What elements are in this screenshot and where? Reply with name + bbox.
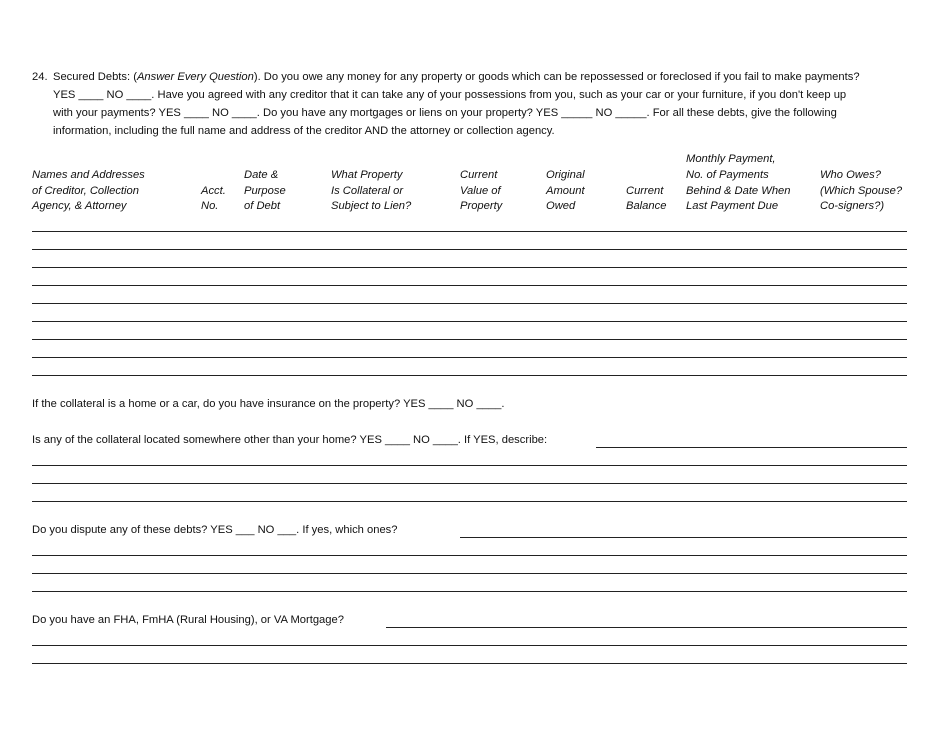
mortgage-question: Do you have an FHA, FmHA (Rural Housing), or VA Mortgage? — [32, 614, 344, 626]
mortgage-fill-line[interactable] — [32, 663, 907, 664]
table-fill-line[interactable] — [32, 249, 907, 250]
table-fill-line[interactable] — [32, 285, 907, 286]
header-line: Behind & Date When — [686, 184, 791, 197]
header-line: Agency, & Attorney — [32, 200, 127, 213]
mortgage-fill-line[interactable] — [32, 645, 907, 646]
table-fill-line[interactable] — [32, 321, 907, 322]
header-collateral — [331, 168, 411, 215]
describe-fill-line[interactable] — [32, 483, 907, 484]
header-line: Property — [460, 200, 503, 213]
header-current-balance — [626, 184, 666, 215]
header-line: of Debt — [244, 200, 281, 213]
question-24-line-2: YES ____ NO ____. Have you agreed with any creditor that it can take any of your possessions from you, such as your car or your furniture, if you don't keep up — [53, 89, 847, 101]
header-current-value — [460, 168, 502, 215]
header-line: Names and Addresses — [32, 169, 145, 181]
describe-fill-line[interactable] — [32, 465, 907, 466]
table-fill-line[interactable] — [32, 267, 907, 268]
question-24-line-4: information, including the full name and address of the creditor AND the attorney or collection agency. — [53, 125, 555, 137]
header-monthly-payment — [686, 152, 790, 214]
dispute-fill-line[interactable] — [32, 573, 907, 574]
question-24-line-1 — [32, 68, 933, 86]
question-24-line-3: with your payments? YES ____ NO ____. Do you have any mortgages or liens on your property? YES _____ NO _____. For all these debts, give the following — [53, 107, 837, 119]
header-line: Co-signers?) — [820, 200, 885, 213]
answer-every-question-emphasis: Answer Every Question — [136, 71, 254, 83]
dispute-question: Do you dispute any of these debts? YES ___ NO ___. If yes, which ones? — [32, 524, 398, 536]
header-line: Monthly Payment, — [686, 153, 776, 166]
header-line: Subject to Lien? — [331, 200, 412, 213]
header-date-purpose — [244, 168, 286, 215]
header-line: Current — [460, 169, 498, 181]
dispute-fill-line[interactable] — [460, 537, 907, 538]
header-line: Owed — [546, 200, 576, 213]
question-24-paragraph — [32, 68, 933, 140]
describe-fill-line[interactable] — [32, 501, 907, 502]
header-line: Current — [626, 184, 664, 197]
header-original-amount — [546, 168, 585, 215]
table-fill-line[interactable] — [32, 231, 907, 232]
header-who-owes — [820, 168, 902, 215]
question-24-prefix: Secured Debts: ( — [53, 71, 137, 83]
table-fill-line[interactable] — [32, 339, 907, 340]
header-line: of Creditor, Collection — [32, 184, 139, 197]
dispute-fill-line[interactable] — [32, 591, 907, 592]
table-fill-line[interactable] — [32, 375, 907, 376]
header-line: Original — [546, 169, 585, 181]
header-line: Acct. — [201, 184, 226, 197]
insurance-question: If the collateral is a home or a car, do you have insurance on the property? YES ____ NO ____. — [32, 398, 505, 410]
header-line: Purpose — [244, 184, 286, 197]
header-line: Is Collateral or — [331, 184, 404, 197]
table-fill-line[interactable] — [32, 303, 907, 304]
header-line: (Which Spouse? — [820, 184, 903, 197]
header-line: Balance — [626, 200, 667, 213]
header-line: No. — [201, 200, 219, 213]
collateral-location-question: Is any of the collateral located somewhere other than your home? YES ____ NO ____. If YES, describe: — [32, 434, 548, 446]
header-line: Last Payment Due — [686, 200, 779, 213]
header-line: Date & — [244, 169, 279, 181]
mortgage-fill-line[interactable] — [386, 627, 907, 628]
question-number: 24. — [32, 71, 48, 83]
header-account-number — [201, 184, 226, 215]
question-24-line-1-suffix: ). Do you owe any money for any property or goods which can be repossessed or foreclosed if you fail to make payments? — [253, 71, 860, 83]
header-line: No. of Payments — [686, 168, 769, 181]
dispute-fill-line[interactable] — [32, 555, 907, 556]
header-line: Value of — [460, 184, 501, 197]
header-line: Who Owes? — [820, 169, 881, 181]
header-creditor-names — [32, 168, 145, 215]
header-line: What Property — [331, 169, 403, 181]
header-line: Amount — [546, 184, 585, 197]
table-fill-line[interactable] — [32, 357, 907, 358]
describe-fill-line[interactable] — [596, 447, 907, 448]
